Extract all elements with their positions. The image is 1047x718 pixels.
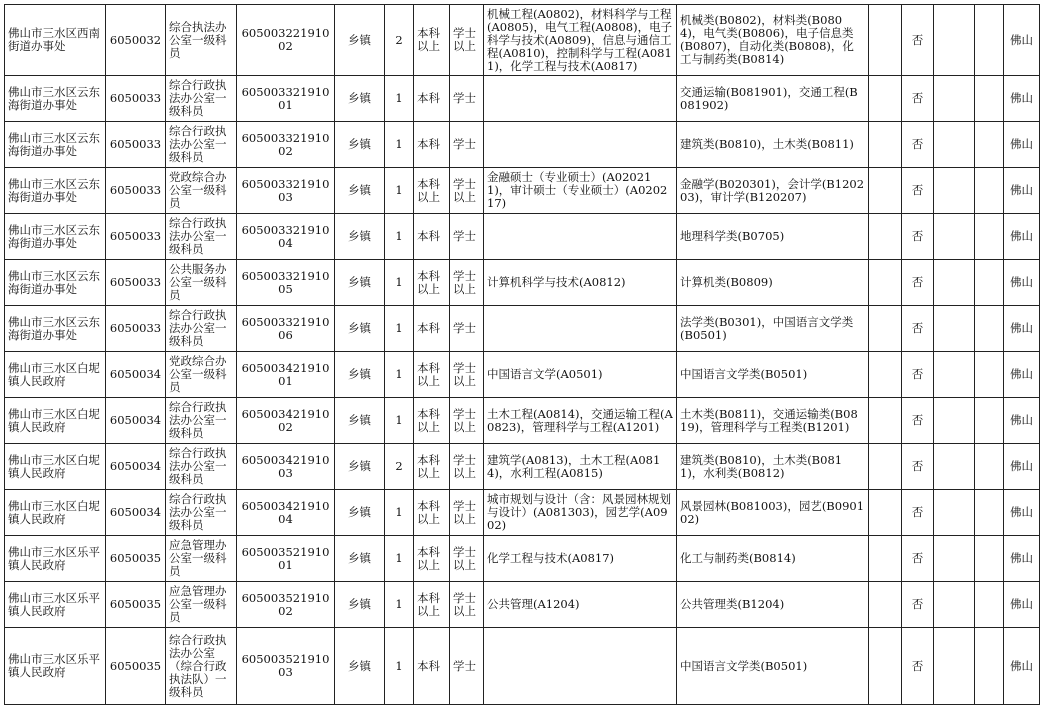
headcount-cell: 2: [385, 5, 414, 76]
flag-cell: 否: [902, 168, 934, 214]
degree-cell: 学士以上: [450, 398, 484, 444]
master-major-cell: 计算机科学与技术(A0812): [484, 260, 677, 306]
degree-cell: 学士以上: [450, 260, 484, 306]
blank-cell: [869, 168, 902, 214]
code-cell: 6050033: [106, 306, 166, 352]
education-cell: 本科: [414, 628, 450, 705]
code-cell: 6050032: [106, 5, 166, 76]
table-row: [5, 306, 1040, 352]
table-row: [5, 444, 1040, 490]
table-row: [5, 122, 1040, 168]
degree-cell: 学士以上: [450, 5, 484, 76]
level-cell: 乡镇: [335, 214, 385, 260]
master-major-cell: 建筑学(A0813)，土木工程(A0814)，水利工程(A0815): [484, 444, 677, 490]
city-cell: 佛山: [1004, 5, 1040, 76]
education-cell: 本科以上: [414, 398, 450, 444]
level-cell: 乡镇: [335, 306, 385, 352]
education-cell: 本科: [414, 306, 450, 352]
blank-cell: [869, 76, 902, 122]
headcount-cell: 1: [385, 168, 414, 214]
table-row: [5, 582, 1040, 628]
master-major-cell: 化学工程与技术(A0817): [484, 536, 677, 582]
blank-cell: [934, 582, 975, 628]
degree-cell: 学士以上: [450, 490, 484, 536]
bachelor-major-cell: 交通运输(B081901)，交通工程(B081902): [677, 76, 869, 122]
master-major-cell: [484, 628, 677, 705]
unit-cell: 佛山市三水区云东海街道办事处: [5, 260, 106, 306]
bachelor-major-cell: 中国语言文学类(B0501): [677, 352, 869, 398]
blank-cell: [869, 398, 902, 444]
dept-cell: 综合行政执法办公室（综合行政执法队）一级科员: [166, 628, 237, 705]
blank-cell: [869, 536, 902, 582]
blank-cell: [934, 168, 975, 214]
recruitment-table: [4, 4, 1040, 705]
blank-cell: [934, 5, 975, 76]
city-cell: 佛山: [1004, 628, 1040, 705]
blank-cell: [934, 306, 975, 352]
table-row: [5, 214, 1040, 260]
city-cell: 佛山: [1004, 398, 1040, 444]
level-cell: 乡镇: [335, 444, 385, 490]
blank-cell: [934, 352, 975, 398]
city-cell: 佛山: [1004, 122, 1040, 168]
dept-cell: 应急管理办公室一级科员: [166, 536, 237, 582]
dept-cell: 综合行政执法办公室一级科员: [166, 76, 237, 122]
blank-cell: [975, 122, 1004, 168]
blank-cell: [869, 444, 902, 490]
unit-cell: 佛山市三水区白坭镇人民政府: [5, 352, 106, 398]
master-major-cell: 公共管理(A1204): [484, 582, 677, 628]
dept-cell: 综合执法办公室一级科员: [166, 5, 237, 76]
master-major-cell: 机械工程(A0802)，材料科学与工程(A0805)，电气工程(A0808)，电子科学与技术(A0809)，信息与通信工程(A0810)，控制科学与工程(A0811)，化学工程与技术(A0817): [484, 5, 677, 76]
headcount-cell: 1: [385, 306, 414, 352]
education-cell: 本科: [414, 76, 450, 122]
blank-cell: [934, 536, 975, 582]
degree-cell: 学士: [450, 122, 484, 168]
degree-cell: 学士: [450, 214, 484, 260]
flag-cell: 否: [902, 582, 934, 628]
code-cell: 6050033: [106, 168, 166, 214]
blank-cell: [869, 490, 902, 536]
bachelor-major-cell: 法学类(B0301)，中国语言文学类(B0501): [677, 306, 869, 352]
degree-cell: 学士以上: [450, 444, 484, 490]
bachelor-major-cell: 建筑类(B0810)，土木类(B0811)，水利类(B0812): [677, 444, 869, 490]
blank-cell: [975, 628, 1004, 705]
bachelor-major-cell: 计算机类(B0809): [677, 260, 869, 306]
degree-cell: 学士以上: [450, 168, 484, 214]
unit-cell: 佛山市三水区白坭镇人民政府: [5, 444, 106, 490]
code-cell: 6050033: [106, 214, 166, 260]
blank-cell: [975, 582, 1004, 628]
unit-cell: 佛山市三水区白坭镇人民政府: [5, 490, 106, 536]
blank-cell: [934, 76, 975, 122]
position-code-cell: 60500342191002: [237, 398, 335, 444]
table-row: [5, 168, 1040, 214]
level-cell: 乡镇: [335, 168, 385, 214]
master-major-cell: [484, 306, 677, 352]
dept-cell: 党政综合办公室一级科员: [166, 352, 237, 398]
bachelor-major-cell: 土木类(B0811)，交通运输类(B0819)，管理科学与工程类(B1201): [677, 398, 869, 444]
headcount-cell: 1: [385, 398, 414, 444]
headcount-cell: 1: [385, 536, 414, 582]
headcount-cell: 2: [385, 444, 414, 490]
headcount-cell: 1: [385, 352, 414, 398]
education-cell: 本科以上: [414, 260, 450, 306]
blank-cell: [934, 490, 975, 536]
code-cell: 6050034: [106, 490, 166, 536]
bachelor-major-cell: 金融学(B020301)，会计学(B120203)，审计学(B120207): [677, 168, 869, 214]
flag-cell: 否: [902, 5, 934, 76]
flag-cell: 否: [902, 352, 934, 398]
code-cell: 6050033: [106, 260, 166, 306]
blank-cell: [975, 490, 1004, 536]
blank-cell: [869, 352, 902, 398]
city-cell: 佛山: [1004, 260, 1040, 306]
blank-cell: [869, 306, 902, 352]
degree-cell: 学士以上: [450, 536, 484, 582]
level-cell: 乡镇: [335, 490, 385, 536]
level-cell: 乡镇: [335, 628, 385, 705]
dept-cell: 综合行政执法办公室一级科员: [166, 490, 237, 536]
education-cell: 本科: [414, 214, 450, 260]
blank-cell: [869, 628, 902, 705]
master-major-cell: [484, 214, 677, 260]
master-major-cell: 中国语言文学(A0501): [484, 352, 677, 398]
table-row: [5, 536, 1040, 582]
degree-cell: 学士以上: [450, 582, 484, 628]
code-cell: 6050034: [106, 444, 166, 490]
city-cell: 佛山: [1004, 168, 1040, 214]
blank-cell: [869, 214, 902, 260]
blank-cell: [975, 536, 1004, 582]
code-cell: 6050035: [106, 536, 166, 582]
position-code-cell: 60500342191003: [237, 444, 335, 490]
position-code-cell: 60500332191006: [237, 306, 335, 352]
dept-cell: 综合行政执法办公室一级科员: [166, 444, 237, 490]
level-cell: 乡镇: [335, 122, 385, 168]
bachelor-major-cell: 中国语言文学类(B0501): [677, 628, 869, 705]
table-row: [5, 5, 1040, 76]
unit-cell: 佛山市三水区云东海街道办事处: [5, 122, 106, 168]
city-cell: 佛山: [1004, 582, 1040, 628]
code-cell: 6050034: [106, 352, 166, 398]
level-cell: 乡镇: [335, 398, 385, 444]
master-major-cell: [484, 122, 677, 168]
blank-cell: [975, 214, 1004, 260]
unit-cell: 佛山市三水区乐平镇人民政府: [5, 536, 106, 582]
blank-cell: [869, 5, 902, 76]
table-body: [5, 5, 1040, 705]
position-code-cell: 60500332191004: [237, 214, 335, 260]
dept-cell: 综合行政执法办公室一级科员: [166, 398, 237, 444]
level-cell: 乡镇: [335, 260, 385, 306]
blank-cell: [934, 122, 975, 168]
education-cell: 本科以上: [414, 352, 450, 398]
position-code-cell: 60500322191002: [237, 5, 335, 76]
position-code-cell: 60500332191001: [237, 76, 335, 122]
table-row: [5, 352, 1040, 398]
blank-cell: [975, 306, 1004, 352]
master-major-cell: [484, 76, 677, 122]
degree-cell: 学士: [450, 76, 484, 122]
blank-cell: [975, 444, 1004, 490]
city-cell: 佛山: [1004, 444, 1040, 490]
education-cell: 本科: [414, 122, 450, 168]
level-cell: 乡镇: [335, 76, 385, 122]
position-code-cell: 60500332191003: [237, 168, 335, 214]
table-row: [5, 490, 1040, 536]
headcount-cell: 1: [385, 582, 414, 628]
unit-cell: 佛山市三水区乐平镇人民政府: [5, 582, 106, 628]
headcount-cell: 1: [385, 490, 414, 536]
flag-cell: 否: [902, 214, 934, 260]
blank-cell: [934, 214, 975, 260]
education-cell: 本科以上: [414, 5, 450, 76]
bachelor-major-cell: 建筑类(B0810)，土木类(B0811): [677, 122, 869, 168]
position-code-cell: 60500332191002: [237, 122, 335, 168]
bachelor-major-cell: 机械类(B0802)，材料类(B0804)，电气类(B0806)，电子信息类(B0807)，自动化类(B0808)，化工与制药类(B0814): [677, 5, 869, 76]
code-cell: 6050033: [106, 122, 166, 168]
dept-cell: 综合行政执法办公室一级科员: [166, 214, 237, 260]
flag-cell: 否: [902, 628, 934, 705]
dept-cell: 党政综合办公室一级科员: [166, 168, 237, 214]
dept-cell: 综合行政执法办公室一级科员: [166, 122, 237, 168]
master-major-cell: 城市规划与设计（含：风景园林规划与设计）(A081303)，园艺学(A0902): [484, 490, 677, 536]
table-row: [5, 628, 1040, 705]
degree-cell: 学士: [450, 306, 484, 352]
blank-cell: [934, 260, 975, 306]
education-cell: 本科以上: [414, 444, 450, 490]
master-major-cell: 金融硕士（专业硕士）(A020211)，审计硕士（专业硕士）(A020217): [484, 168, 677, 214]
blank-cell: [975, 76, 1004, 122]
degree-cell: 学士以上: [450, 352, 484, 398]
blank-cell: [975, 5, 1004, 76]
position-code-cell: 60500342191001: [237, 352, 335, 398]
headcount-cell: 1: [385, 214, 414, 260]
blank-cell: [975, 398, 1004, 444]
table-row: [5, 76, 1040, 122]
master-major-cell: 土木工程(A0814)，交通运输工程(A0823)，管理科学与工程(A1201): [484, 398, 677, 444]
education-cell: 本科以上: [414, 168, 450, 214]
flag-cell: 否: [902, 536, 934, 582]
headcount-cell: 1: [385, 628, 414, 705]
unit-cell: 佛山市三水区云东海街道办事处: [5, 76, 106, 122]
city-cell: 佛山: [1004, 352, 1040, 398]
flag-cell: 否: [902, 306, 934, 352]
dept-cell: 综合行政执法办公室一级科员: [166, 306, 237, 352]
blank-cell: [975, 260, 1004, 306]
education-cell: 本科以上: [414, 490, 450, 536]
education-cell: 本科以上: [414, 536, 450, 582]
unit-cell: 佛山市三水区西南街道办事处: [5, 5, 106, 76]
flag-cell: 否: [902, 76, 934, 122]
level-cell: 乡镇: [335, 352, 385, 398]
position-code-cell: 60500342191004: [237, 490, 335, 536]
city-cell: 佛山: [1004, 306, 1040, 352]
dept-cell: 应急管理办公室一级科员: [166, 582, 237, 628]
flag-cell: 否: [902, 260, 934, 306]
unit-cell: 佛山市三水区云东海街道办事处: [5, 306, 106, 352]
bachelor-major-cell: 公共管理类(B1204): [677, 582, 869, 628]
city-cell: 佛山: [1004, 536, 1040, 582]
unit-cell: 佛山市三水区白坭镇人民政府: [5, 398, 106, 444]
flag-cell: 否: [902, 490, 934, 536]
table-row: [5, 260, 1040, 306]
blank-cell: [869, 122, 902, 168]
unit-cell: 佛山市三水区乐平镇人民政府: [5, 628, 106, 705]
level-cell: 乡镇: [335, 536, 385, 582]
table-row: [5, 398, 1040, 444]
code-cell: 6050035: [106, 628, 166, 705]
blank-cell: [934, 628, 975, 705]
city-cell: 佛山: [1004, 490, 1040, 536]
headcount-cell: 1: [385, 260, 414, 306]
blank-cell: [975, 168, 1004, 214]
position-code-cell: 60500352191001: [237, 536, 335, 582]
bachelor-major-cell: 地理科学类(B0705): [677, 214, 869, 260]
level-cell: 乡镇: [335, 5, 385, 76]
headcount-cell: 1: [385, 122, 414, 168]
unit-cell: 佛山市三水区云东海街道办事处: [5, 214, 106, 260]
degree-cell: 学士: [450, 628, 484, 705]
blank-cell: [869, 260, 902, 306]
code-cell: 6050035: [106, 582, 166, 628]
flag-cell: 否: [902, 122, 934, 168]
blank-cell: [934, 444, 975, 490]
flag-cell: 否: [902, 398, 934, 444]
blank-cell: [869, 582, 902, 628]
blank-cell: [934, 398, 975, 444]
code-cell: 6050034: [106, 398, 166, 444]
unit-cell: 佛山市三水区云东海街道办事处: [5, 168, 106, 214]
blank-cell: [975, 352, 1004, 398]
position-code-cell: 60500352191002: [237, 582, 335, 628]
position-code-cell: 60500332191005: [237, 260, 335, 306]
city-cell: 佛山: [1004, 76, 1040, 122]
education-cell: 本科以上: [414, 582, 450, 628]
headcount-cell: 1: [385, 76, 414, 122]
position-code-cell: 60500352191003: [237, 628, 335, 705]
dept-cell: 公共服务办公室一级科员: [166, 260, 237, 306]
flag-cell: 否: [902, 444, 934, 490]
bachelor-major-cell: 化工与制药类(B0814): [677, 536, 869, 582]
city-cell: 佛山: [1004, 214, 1040, 260]
code-cell: 6050033: [106, 76, 166, 122]
bachelor-major-cell: 风景园林(B081003)，园艺(B090102): [677, 490, 869, 536]
level-cell: 乡镇: [335, 582, 385, 628]
